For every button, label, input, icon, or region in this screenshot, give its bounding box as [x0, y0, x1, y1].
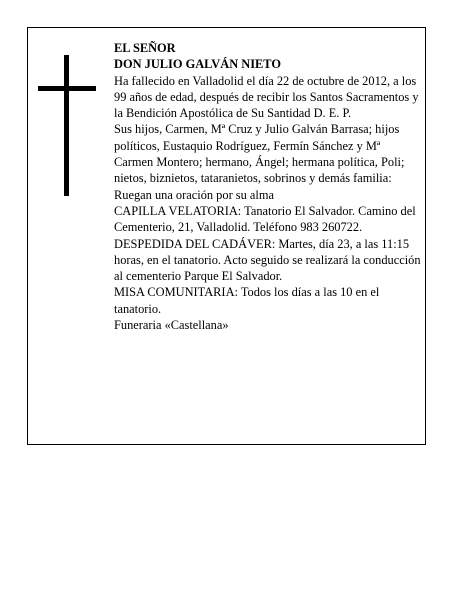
- obituary-text: [114, 40, 422, 333]
- wake-location: CAPILLA VELATORIA: Tanatorio El Salvador. Camino del Cementerio, 21, Valladolid. Teléfono 983 260722.: [114, 203, 416, 235]
- cross-horizontal-bar: [38, 86, 96, 91]
- heading-title: EL SEÑOR: [114, 41, 176, 55]
- prayer-request: Ruegan una oración por su alma: [114, 187, 274, 202]
- death-announcement: Ha fallecido en Valladolid el día 22 de octubre de 2012, a los 99 años de edad, después de recibir los Santos Sacramentos y la Bendición Apostólica de Su Santidad D. E. P.: [114, 73, 419, 121]
- cross-vertical-bar: [64, 55, 69, 196]
- funeral-home: Funeraria «Castellana»: [114, 318, 229, 333]
- family-list: Sus hijos, Carmen, Mª Cruz y Julio Galván Barrasa; hijos políticos, Eustaquio Rodríguez, Fermín Sánchez y Mª Carmen Montero; hermano, Ángel; hermana política, Poli; nietos, biznietos, tataranietos, sobrinos y demás familia:: [114, 122, 405, 186]
- farewell-details: DESPEDIDA DEL CADÁVER: Martes, día 23, a las 11:15 horas, en el tanatorio. Acto seguido se realizará la conducción al cementerio Parque El Salvador.: [114, 236, 421, 284]
- mass-schedule: MISA COMUNITARIA: Todos los días a las 10 en el tanatorio.: [114, 285, 380, 316]
- deceased-name: DON JULIO GALVÁN NIETO: [114, 57, 281, 72]
